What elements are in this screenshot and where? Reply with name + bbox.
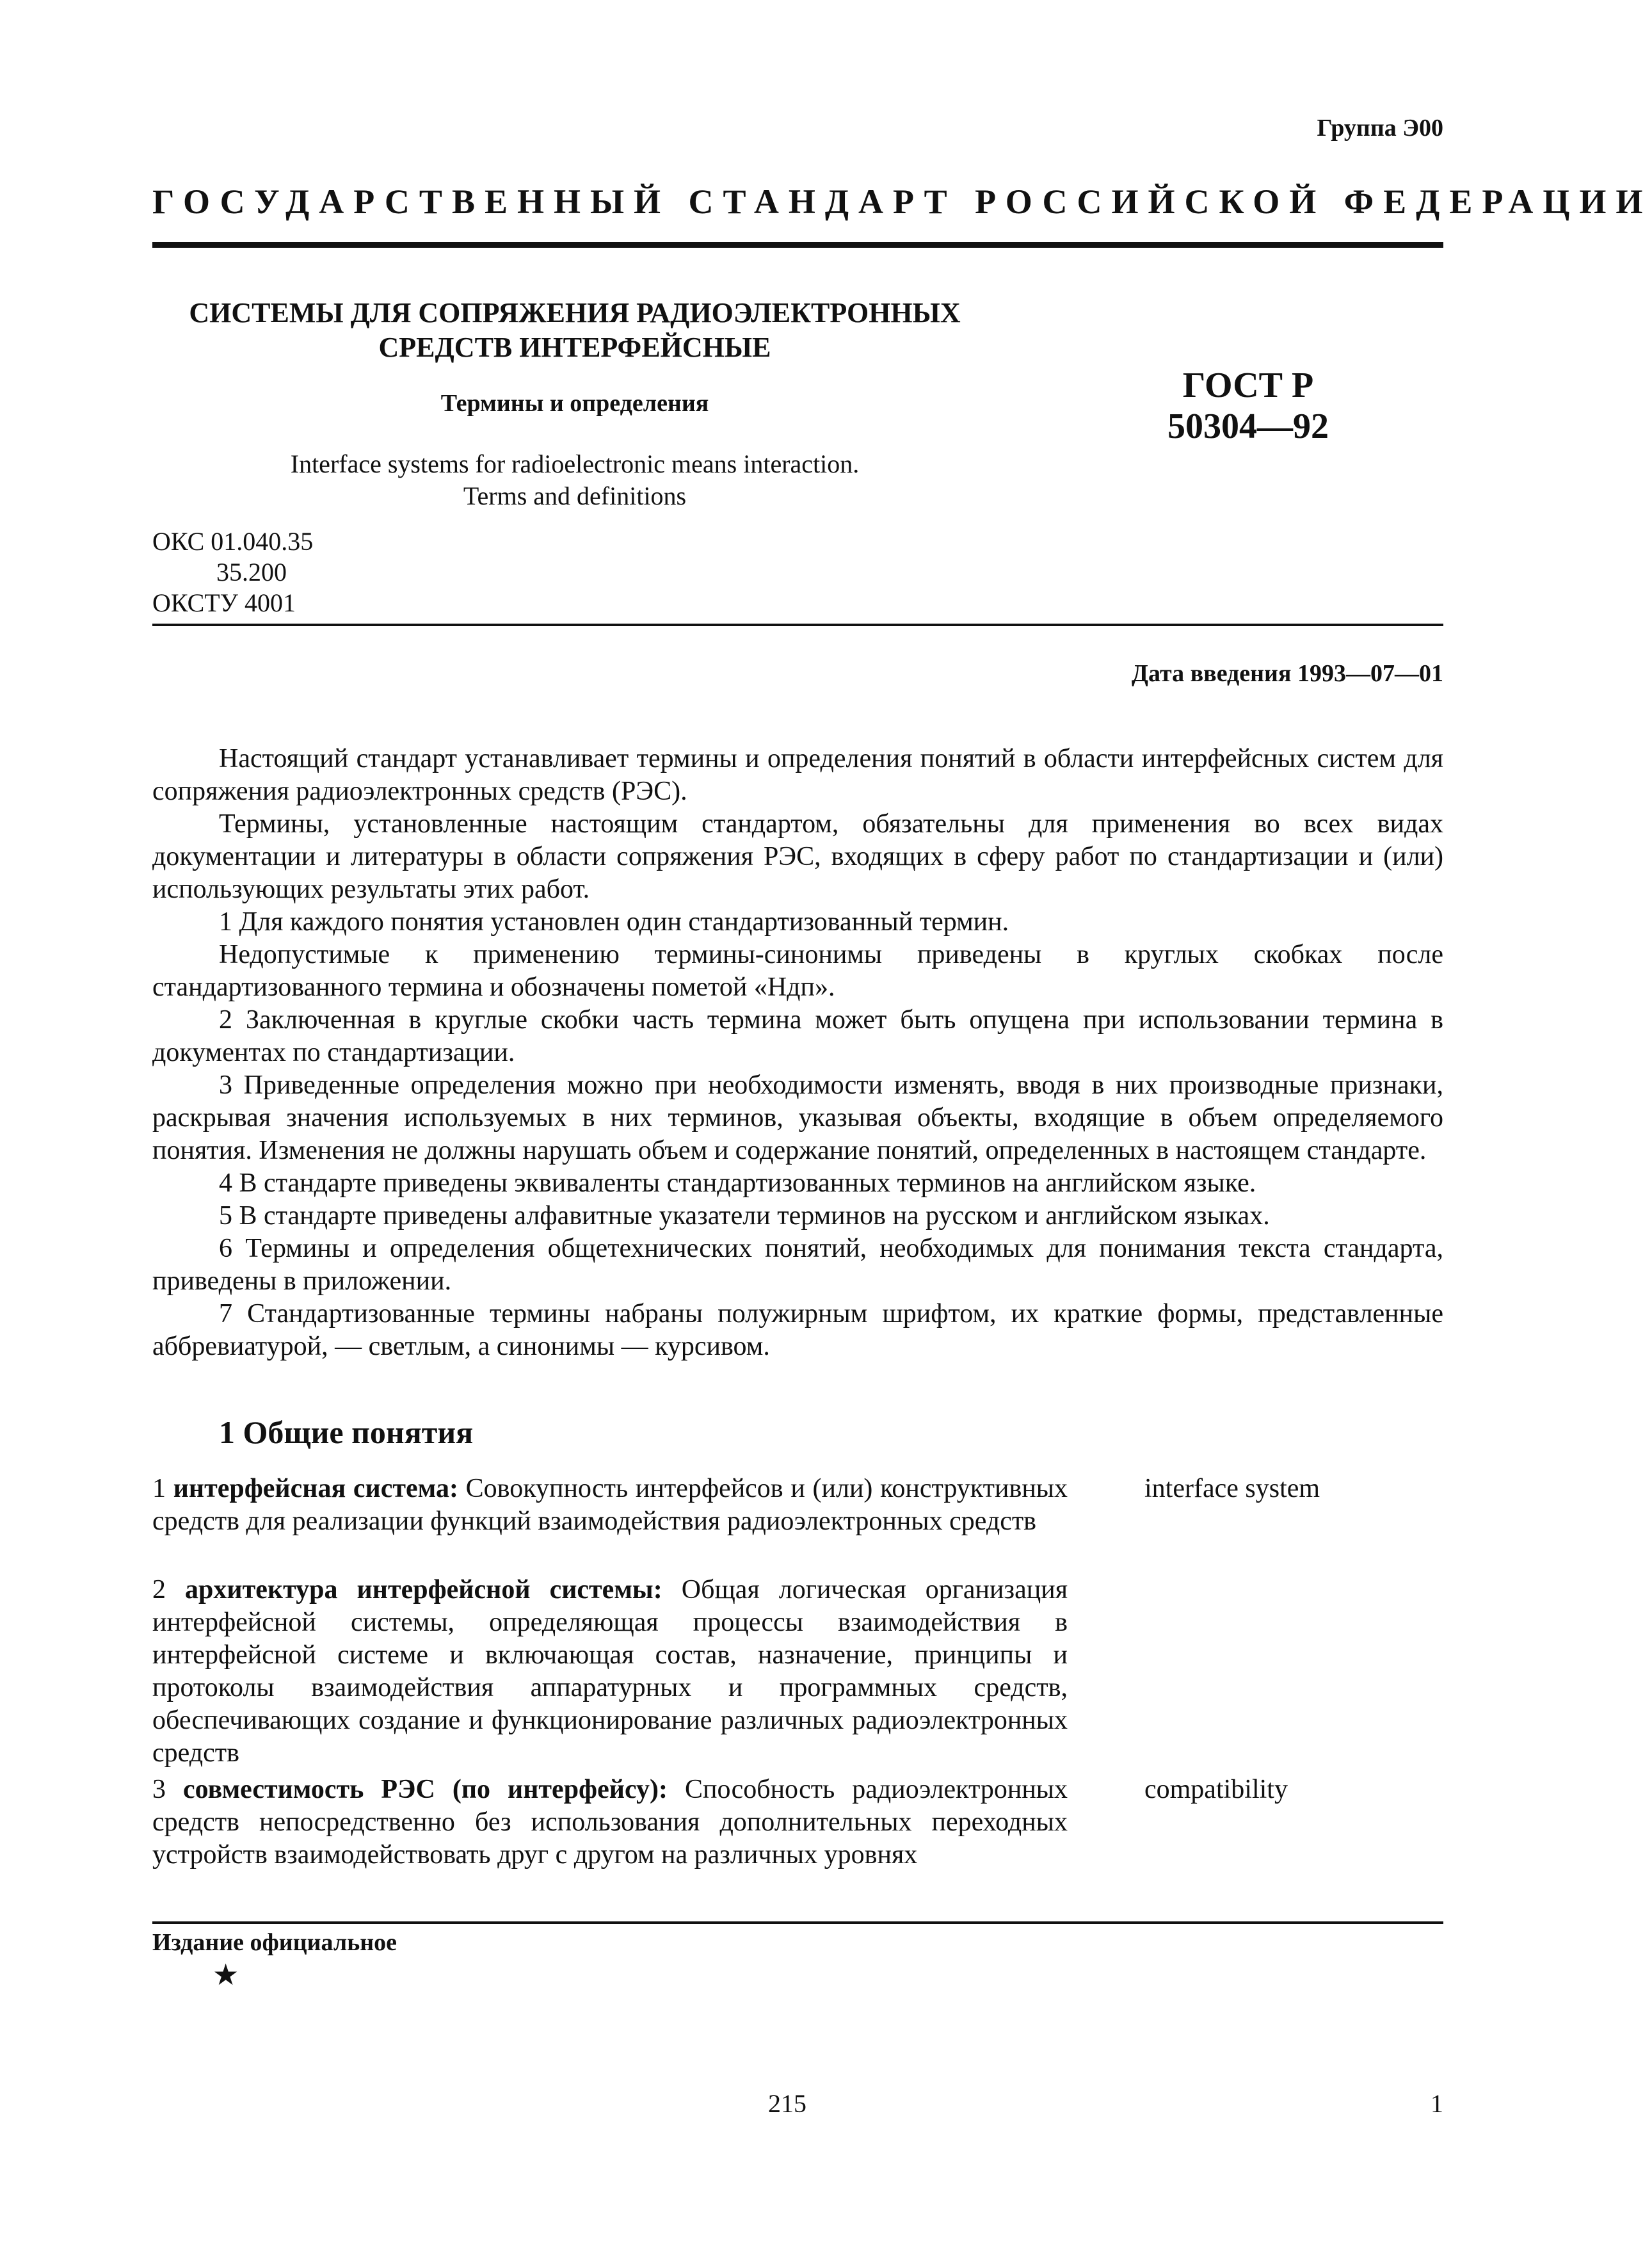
footer-divider: [152, 1921, 1443, 1924]
document-title-line-1: СИСТЕМЫ ДЛЯ СОПРЯЖЕНИЯ РАДИОЭЛЕКТРОННЫХ: [189, 297, 961, 328]
section-heading: 1 Общие понятия: [219, 1414, 474, 1450]
paragraph: 7 Стандартизованные термины набраны полужирным шрифтом, их краткие формы, представленные аббревиатурой, — светлым, а синонимы — курсивом.: [152, 1299, 1443, 1361]
document-title: [152, 296, 997, 365]
group-label: Группа Э00: [1317, 115, 1443, 141]
header-divider: [152, 242, 1443, 248]
gost-designation: [1088, 365, 1408, 447]
official-edition-label: Издание официальное: [152, 1929, 397, 1956]
term-number: 3: [152, 1775, 166, 1804]
introduction-text: [152, 743, 1443, 1363]
term-definition: Способность радиоэлектронных средств непосредственно без использования дополнительных переходных устройств взаимодействовать друг с другом на различных уровнях: [152, 1775, 1068, 1870]
okstu-code: ОКСТУ 4001: [152, 588, 296, 617]
gost-line-1: ГОСТ Р: [1182, 366, 1314, 405]
paragraph: 3 Приведенные определения можно при необходимости изменять, вводя в них производные признаки, раскрывая значения используемых в них терминов, указывая объекты, входящие в объем определяемого понятия. Изменения не должны нарушать объем и содержание понятий, определенных в настоящем стандарте.: [152, 1070, 1443, 1165]
term-number: 2: [152, 1575, 166, 1604]
introduction-date: Дата введения 1993—07—01: [1131, 660, 1443, 687]
term-name: интерфейсная система:: [173, 1474, 458, 1503]
term-entry: [152, 1773, 1068, 1871]
star-icon: ★: [213, 1959, 239, 1991]
paragraph: 5 В стандарте приведены алфавитные указатели терминов на русском и английском языках.: [219, 1201, 1270, 1231]
gost-number: 50304—92: [1167, 407, 1329, 446]
collection-page-number: 215: [768, 2089, 806, 2118]
term-number: 1: [152, 1474, 166, 1503]
english-title-line-2: Terms and definitions: [463, 481, 687, 510]
paragraph: 6 Термины и определения общетехнических понятий, необходимых для понимания текста стандарта, приведены в приложении.: [152, 1234, 1443, 1296]
page-number: 1: [1431, 2089, 1443, 2118]
oks-code: ОКС 01.040.35: [152, 527, 314, 556]
oks-code-2: 35.200: [216, 558, 287, 586]
state-standard-heading: ГОСУДАРСТВЕННЫЙ СТАНДАРТ РОССИЙСКОЙ ФЕДЕРАЦИИ: [152, 182, 1652, 221]
paragraph: 1 Для каждого понятия установлен один стандартизованный термин.: [219, 907, 1009, 937]
term-entry: [152, 1574, 1068, 1770]
classification-divider: [152, 624, 1443, 626]
document-title-line-2: СРЕДСТВ ИНТЕРФЕЙСНЫЕ: [378, 332, 771, 363]
english-title-line-1: Interface systems for radioelectronic means interaction.: [290, 449, 860, 478]
paragraph: Недопустимые к применению термины-синонимы приведены в круглых скобках после стандартизованного термина и обозначены пометой «Ндп».: [152, 940, 1443, 1002]
paragraph: Термины, установленные настоящим стандартом, обязательны для применения во всех видах документации и литературы в области сопряжения РЭС, входящих в сферу работ по стандартизации и (или) использующих результаты этих работ.: [152, 809, 1443, 904]
term-definition: Общая логическая организация интерфейсной системы, определяющая процессы взаимодействия в интерфейсной системе и включающая состав, назначение, принципы и протоколы взаимодействия аппаратурных и программных средств, обеспечивающих создание и функционирование различных радиоэлектронных средств: [152, 1575, 1068, 1768]
term-english-equivalent: compatibility: [1144, 1775, 1288, 1804]
document-subtitle: Термины и определения: [440, 390, 709, 417]
term-english-equivalent: interface system: [1144, 1474, 1320, 1503]
paragraph: Настоящий стандарт устанавливает термины и определения понятий в области интерфейсных систем для сопряжения радиоэлектронных средств (РЭС).: [152, 744, 1443, 806]
term-name: архитектура интерфейсной системы:: [185, 1575, 662, 1604]
term-definition: Совокупность интерфейсов и (или) конструктивных средств для реализации функций взаимодействия радиоэлектронных средств: [152, 1474, 1068, 1536]
term-entry: [152, 1473, 1068, 1538]
english-title: [152, 448, 997, 512]
paragraph: 4 В стандарте приведены эквиваленты стандартизованных терминов на английском языке.: [219, 1168, 1256, 1198]
term-name: совместимость РЭС (по интерфейсу):: [183, 1775, 668, 1804]
paragraph: 2 Заключенная в круглые скобки часть термина может быть опущена при использовании термина в документах по стандартизации.: [152, 1005, 1443, 1067]
